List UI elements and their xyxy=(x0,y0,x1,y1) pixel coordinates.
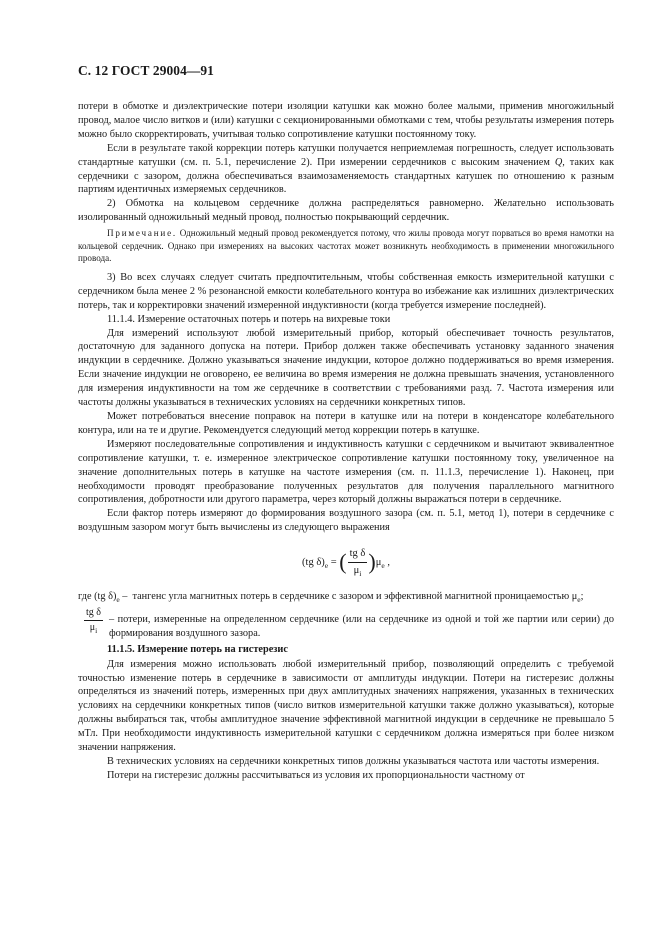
right-paren: ) xyxy=(368,548,376,574)
term-text: где (tg δ) xyxy=(78,590,117,602)
definition-body xyxy=(132,590,614,604)
term-sub: e xyxy=(116,595,120,605)
term-numerator: tg δ xyxy=(84,607,103,621)
formula-eq: = xyxy=(328,556,340,568)
def-sub: e xyxy=(577,595,581,605)
paragraph: Для измерения можно использовать любой измерительный прибор, позволяющий определить с требуемой точностью изменение потерь в сердечнике в зависимости от амплитуды индукции. Потери на гистерезис должны определяться из значений потерь, измеренных при двух амплитудных значениях напряжения, указанных в технических условиях на сердечники конкретных типов (число витков измерительной катушки также должно указываться), которые должны выбираться так, чтобы амплитудное значение эффективной магнитной индукции в сердечнике не превышало 5 мТл. При необходимости индуктивность измерительной катушки с сердечником должна измеряться при более низком значении напряжения. xyxy=(78,658,614,754)
term-den-symbol: μ xyxy=(89,621,96,633)
term-fraction xyxy=(84,607,103,634)
definition-row xyxy=(78,607,614,641)
formula-lhs: (tg δ) xyxy=(302,556,325,568)
formula-lhs-sub: e xyxy=(324,561,329,571)
paragraph: Если фактор потерь измеряют до формирования воздушного зазора (см. п. 5.1, метод 1), потери в сердечнике с воздушным зазором могут быть вычислены из следующего выражения xyxy=(78,508,614,534)
formula-mu-sub: e xyxy=(381,561,385,571)
paragraph: потери в обмотке и диэлектрические потери изоляции катушки как можно более малыми, применив многожильный провод, малое число витков и (или) катушки с секционированными обмотками с тем, чтобы результаты измерения потерь можно было скорректировать, учитывая только сопротивление катушки постоянному току. xyxy=(78,101,614,140)
term-dash: – xyxy=(119,590,128,602)
left-paren: ( xyxy=(339,548,347,574)
paragraph-text: Если в результате такой коррекции потерь катушки получается неприемлемая погрешность, следует использовать стандартные катушки (см. п. 5.1, перечисление 2). При измерении сердечников с высоким значением xyxy=(78,142,614,168)
formula-tail: , xyxy=(384,556,390,568)
def-text: тангенс угла магнитных потерь в сердечнике с зазором и эффективной магнитной проницаемостью μ xyxy=(132,590,578,602)
paragraph: Измеряют последовательные сопротивления и индуктивность катушки с сердечником и вычитают эквивалентное сопротивление катушки, т. е. измеренное электрическое сопротивление катушки постоянному току, увеличенное на значение дополнительных потерь в катушке на частоте измерения (см. п. 11.1.3, перечисление 1). Наконец, при необходимости проводят преобразование полученных результатов для получения параллельного магнитного сопротивления, добротности или другого параметра, через который должны выражаться потери в сердечнике. xyxy=(78,438,614,506)
definition-row xyxy=(78,590,614,604)
def-text-end: ; xyxy=(580,590,584,602)
formula xyxy=(78,547,614,578)
paragraph: В технических условиях на сердечники конкретных типов должны указываться частота или частоты измерения. xyxy=(107,755,600,767)
fraction-numerator: tg δ xyxy=(348,547,368,563)
paragraph xyxy=(78,142,614,198)
def-text: потери, измеренные на определенном сердечнике (или на сердечнике из одной и той же партии или серии) до формирования воздушного зазора. xyxy=(109,613,614,639)
paragraph: Может потребоваться внесение поправок на потери в катушке или на потери в конденсаторе колебательного контура, или на те и другие. Рекомендуется следующий метод коррекции потерь в катушке. xyxy=(78,411,614,436)
definition-body xyxy=(109,607,614,641)
formula-fraction xyxy=(348,547,368,578)
note xyxy=(78,227,614,265)
def-dash: – xyxy=(109,613,118,625)
page-header: С. 12 ГОСТ 29004—91 xyxy=(78,63,214,78)
den-sub: i xyxy=(359,569,362,579)
paragraph: 3) Во всех случаях следует считать предпочтительным, чтобы собственная емкость измерительной катушки с сердечником была менее 2 % резонансной емкости колебательного контура во избежание как излишних диэлектрических потерь, так и корректировки значений измеренной индуктивности (когда требуется измерение последней). xyxy=(78,271,614,311)
definition-term xyxy=(78,590,132,604)
definition-term xyxy=(78,607,109,634)
term-den-sub: i xyxy=(95,625,98,635)
paragraph: Для измерений используют любой измерительный прибор, который обеспечивает точность результатов, достаточную для заданного допуска на потери. Прибор должен также обеспечивать установку заданного значения индукции в сердечнике. Должно указываться значение индукции, которое должно поддерживаться во время измерения. Если значение индукции не оговорено, ее величина во время измерения не должна превышать значения, установленного для измерения индуктивности на том же сердечнике в соответствии с требованиями разд. 7. Частота измерения или частоты должны указываться в технических условиях на сердечники конкретных типов. xyxy=(78,327,614,409)
den-symbol: μ xyxy=(353,565,360,577)
section-heading: 11.1.5. Измерение потерь на гистерезис xyxy=(107,643,288,655)
note-text: Одножильный медный провод рекомендуется потому, что жилы провода могут порваться во время намотки на кольцевой сердечник. Однако при измерениях на высоких частотах может возникнуть необходимость в применении многожильного провода. xyxy=(78,228,614,264)
term-denominator xyxy=(84,621,103,634)
paragraph-text: , таких как сердечники с зазором, должна обеспечиваться взаимозаменяемость стандартных катушек по отношению к разным партиям идентичных измеряемых сердечников. xyxy=(78,156,614,196)
paragraph: Потери на гистерезис должны рассчитываться из условия их пропорциональности частному от xyxy=(107,769,525,781)
q-symbol: Q xyxy=(554,156,563,168)
note-lead: Примечание. xyxy=(107,228,177,239)
paragraph: 2) Обмотка на кольцевом сердечнике должна распределяться равномерно. Желательно использовать изолированный одножильный медный провод, полностью покрывающий сердечник. xyxy=(78,198,614,224)
section-title: 11.1.4. Измерение остаточных потерь и потерь на вихревые токи xyxy=(107,313,391,325)
formula-mu: μ xyxy=(375,556,382,568)
document-body xyxy=(78,100,614,783)
fraction-denominator xyxy=(348,563,368,578)
